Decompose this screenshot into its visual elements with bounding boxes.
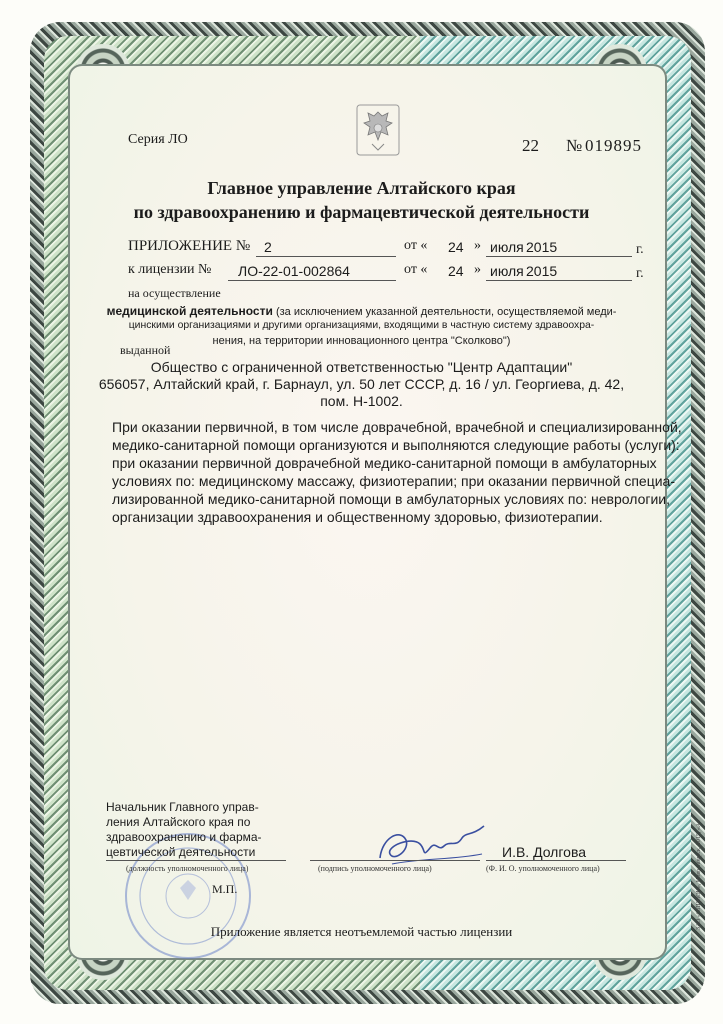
signature-caption: (подпись уполномоченного лица) — [318, 864, 432, 873]
handwritten-signature — [372, 818, 492, 870]
appendix-number-line — [256, 256, 396, 257]
signatory-position-line: Начальник Главного управ- — [106, 800, 259, 814]
activity-line1 — [0, 304, 723, 318]
stamp-label: М.П. — [212, 882, 238, 896]
activity-line3: нения, на территории инновационного центра "Сколково") — [212, 335, 511, 347]
services-line: при оказании первичной доврачебной медико-санитарной помощи в амбулаторных — [112, 455, 657, 471]
authority-title-line1: Главное управление Алтайского края — [207, 178, 516, 198]
issued-org-line2: 656057, Алтайский край, г. Барнаул, ул. 50 лет СССР, д. 16 / ул. Георгиева, д. 42, — [98, 376, 625, 392]
appendix-date-prefix: от « — [404, 238, 428, 253]
authority-title-line2: по здравоохранению и фармацевтической деятельности — [133, 202, 590, 222]
signature-line — [310, 860, 480, 861]
appendix-number: 2 — [264, 239, 272, 255]
services-line: условиях по: медицинскому массажу, физиотерапии; при оказании первичной специа- — [112, 473, 675, 489]
signatory-name: И.В. Долгова — [502, 844, 587, 860]
appendix-label: ПРИЛОЖЕНИЕ № — [128, 238, 251, 254]
signatory-position-line: цевтической деятельности — [106, 845, 256, 859]
license-date-mid: » — [474, 262, 481, 277]
appendix-day: 24 — [448, 239, 464, 255]
position-caption: (должность уполномоченного лица) — [126, 864, 249, 873]
issued-label: выданной — [120, 343, 171, 357]
signatory-position-line: здравоохранению и фарма- — [106, 830, 262, 844]
services-line: медико-санитарной помощи организуются и выполняются следующие работы (услуги): — [112, 437, 680, 453]
series-label: Серия ЛО — [128, 132, 188, 147]
services-line: организации здравоохранения и общественному здоровью, физиотерапии. — [112, 509, 603, 525]
name-line — [486, 860, 626, 861]
license-year-suffix: г. — [636, 266, 644, 281]
appendix-month: июля — [490, 239, 524, 255]
activity-line1-bold: медицинской деятельности — [106, 304, 273, 318]
activity-label: на осуществление — [128, 286, 221, 300]
signatory-position-line: ления Алтайского края по — [106, 815, 251, 829]
form-number-prefix: 22 — [522, 136, 539, 155]
appendix-year: 2015 — [526, 239, 558, 255]
license-month: июля — [490, 263, 524, 279]
printer-imprint: ЗАО «ОПЦИОН», Новосибирск, 2015, «А» — [696, 819, 702, 930]
license-number: ЛО-22-01-002864 — [238, 263, 350, 279]
license-day: 24 — [448, 263, 464, 279]
issued-org-line1: Общество с ограниченной ответственностью "Центр Адаптации" — [150, 359, 573, 375]
name-caption: (Ф. И. О. уполномоченного лица) — [486, 864, 600, 873]
appendix-date-mid: » — [474, 238, 481, 253]
activity-line1-rest: (за исключением указанной деятельности, осуществляемой меди- — [275, 306, 617, 318]
coat-of-arms-icon — [356, 104, 400, 156]
license-date-prefix: от « — [404, 262, 428, 277]
services-line: лизированной медико-санитарной помощи в амбулаторных условиях по: неврологии, — [112, 491, 670, 507]
services-line: При оказании первичной, в том числе доврачебной, врачебной и специализированной, — [112, 419, 682, 435]
appendix-year-suffix: г. — [636, 242, 644, 257]
form-number-symbol: № — [566, 136, 583, 155]
signatory-position — [106, 800, 262, 860]
form-number-value: 019895 — [585, 136, 642, 155]
license-label: к лицензии № — [128, 262, 212, 277]
position-line — [106, 860, 286, 861]
issued-org-line3: пом. Н-1002. — [320, 393, 403, 409]
license-date-line — [486, 280, 632, 281]
license-number-line — [228, 280, 396, 281]
license-year: 2015 — [526, 263, 558, 279]
appendix-date-line — [486, 256, 632, 257]
activity-line2: цинскими организациями и другими организациями, входящими в частную систему здравоохра- — [128, 320, 595, 331]
footer-note: Приложение является неотъемлемой частью лицензии — [210, 924, 513, 939]
